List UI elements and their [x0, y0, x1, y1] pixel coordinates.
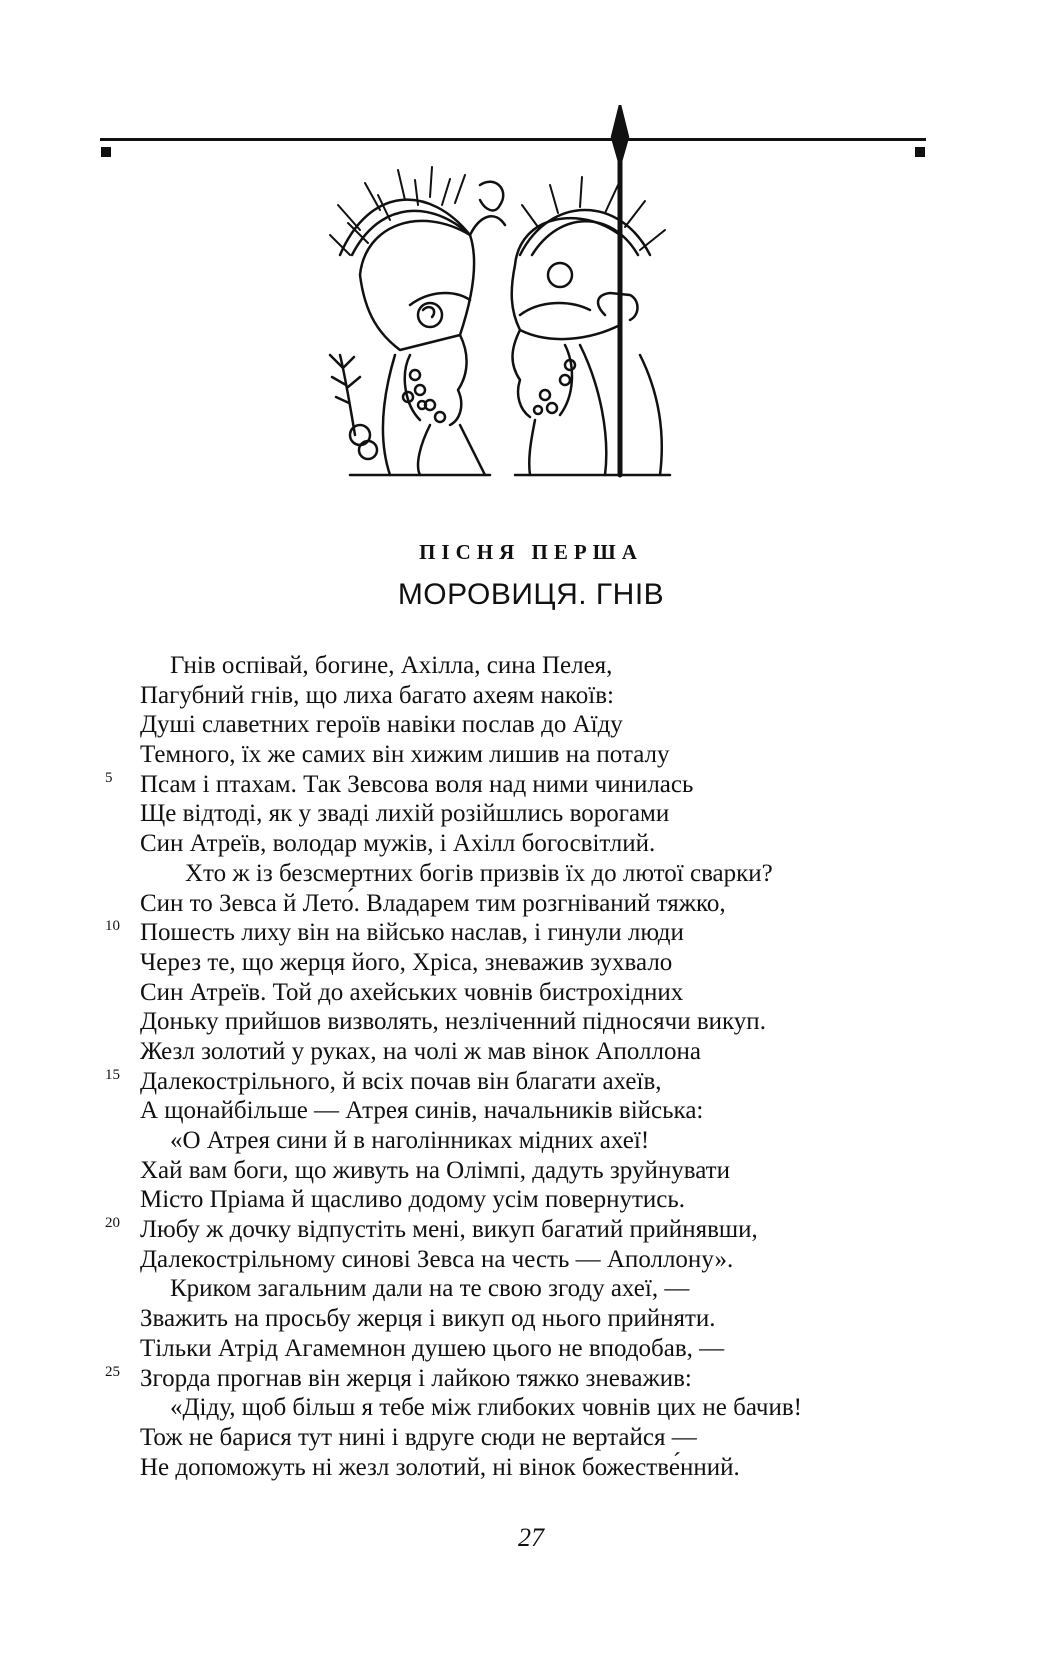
verse-line-text: Пошесть лиху він на військо наслав, і гинули люди: [140, 919, 684, 947]
verse-line: [140, 1274, 940, 1304]
verse-line-text: Згорда прогнав він жерця і лайкою тяжко зневажив:: [140, 1364, 692, 1392]
verse-line-text: Жезл золотий у руках, на чолі ж мав вінок Аполлона: [140, 1037, 701, 1065]
verse-line-text: «Діду, щоб більш я тебе між глибоких човнів цих не бачив!: [170, 1394, 802, 1422]
verse-line-text: Син Атреїв. Той до ахейських човнів бистрохідних: [140, 978, 684, 1006]
verse-line-text: Далекострільному синові Зевса на честь — Аполлону».: [140, 1245, 734, 1273]
page-number: 27: [518, 1523, 544, 1552]
verse-line: [140, 1185, 940, 1215]
verse-line-text: «О Атрея сини й в наголінниках мідних ахеї!: [170, 1127, 650, 1154]
verse-line: [140, 1126, 940, 1156]
verse-line: [140, 829, 940, 859]
verse-line: [140, 799, 940, 829]
verse-line: [140, 1156, 940, 1186]
warriors-illustration: [320, 105, 710, 505]
verse-line-text: Псам і птахам. Так Зевсова воля над ними чинилась: [140, 770, 694, 798]
verse-line: [105, 769, 940, 800]
verse-line: [140, 651, 940, 681]
verse-line: [140, 978, 940, 1008]
verse-line: [140, 1304, 940, 1334]
verse-line-text: Син Атреїв, володар мужів, і Ахілл богосвітлий.: [140, 830, 656, 858]
line-number: 10: [105, 918, 120, 935]
verse-line-text: Тож не барися тут нині і вдруге сюди не вертайся —: [140, 1423, 697, 1451]
verse-line: [140, 859, 940, 889]
verse-line: [140, 948, 940, 978]
verse-line: [140, 740, 940, 770]
verse-line: [140, 1037, 940, 1067]
verse-line-text: Гнів оспівай, богине, Ахілла, сина Пелея,: [170, 652, 613, 679]
header-square-right: [915, 147, 925, 157]
verse-text: [105, 651, 940, 1482]
verse-line: [140, 1334, 940, 1364]
verse-line: [105, 918, 940, 948]
verse-line-text: Криком загальним дали на те свою згоду ахеї, —: [170, 1275, 690, 1303]
verse-line: [140, 1393, 940, 1423]
verse-line-text: Хто ж із безсмертних богів призвів їх до лютої сварки?: [185, 859, 773, 887]
verse-line-text: Не допоможуть ні жезл золотий, ні вінок божестве́нний.: [140, 1453, 740, 1481]
verse-line-text: Ще відтоді, як у зваді лихій розійшлись ворогами: [140, 800, 670, 828]
line-number: 20: [105, 1215, 120, 1232]
verse-line: [140, 1096, 940, 1126]
verse-line: [140, 710, 940, 740]
line-number: 15: [105, 1066, 120, 1083]
verse-line-text: Син то Зевса й Лето́. Владарем тим розгніваний тяжко,: [140, 889, 726, 917]
verse-line-text: Далекострільного, й всіх почав він благати ахеїв,: [140, 1067, 662, 1095]
verse-line-text: Тільки Атрід Агамемнон душею цього не вподобав, —: [140, 1334, 725, 1362]
header-square-left: [101, 147, 111, 157]
verse-line-text: Місто Пріама й щасливо додому усім повернутись.: [140, 1186, 686, 1214]
song-title: МОРОВИЦЯ. ГНІВ: [397, 578, 665, 611]
verse-line-text: Доньку прийшов визволять, незліченний підносячи викуп.: [140, 1008, 766, 1036]
verse-line-text: Зважить на просьбу жерця і викуп од нього прийняти.: [140, 1305, 716, 1333]
verse-line: [105, 1363, 940, 1394]
verse-line: [140, 681, 940, 711]
verse-line: [140, 1245, 940, 1275]
verse-line: [140, 1453, 940, 1483]
verse-line-text: Хай вам боги, що живуть на Олімпі, дадуть зруйнувати: [140, 1156, 730, 1184]
verse-line: [140, 889, 940, 919]
verse-line: [140, 1423, 940, 1453]
verse-line-text: Через те, що жерця його, Хріса, зневажив зухвало: [140, 948, 673, 976]
verse-line: [105, 1215, 940, 1245]
verse-line-text: А щонайбільше — Атрея синів, начальників війська:: [140, 1097, 704, 1125]
verse-line: [105, 1066, 940, 1097]
verse-line-text: Темного, їх же самих він хижим лишив на поталу: [140, 741, 670, 769]
verse-line: [140, 1007, 940, 1037]
song-number: ПІСНЯ ПЕРША: [419, 540, 643, 564]
line-number: 25: [105, 1363, 120, 1380]
line-number: 5: [105, 769, 113, 786]
verse-line-text: Пагубний гнів, що лиха багато ахеям накоїв:: [140, 681, 614, 709]
verse-line-text: Любу ж дочку відпустіть мені, викуп багатий прийнявши,: [140, 1216, 758, 1244]
verse-line-text: Душі славетних героїв навіки послав до Аїду: [140, 711, 623, 739]
